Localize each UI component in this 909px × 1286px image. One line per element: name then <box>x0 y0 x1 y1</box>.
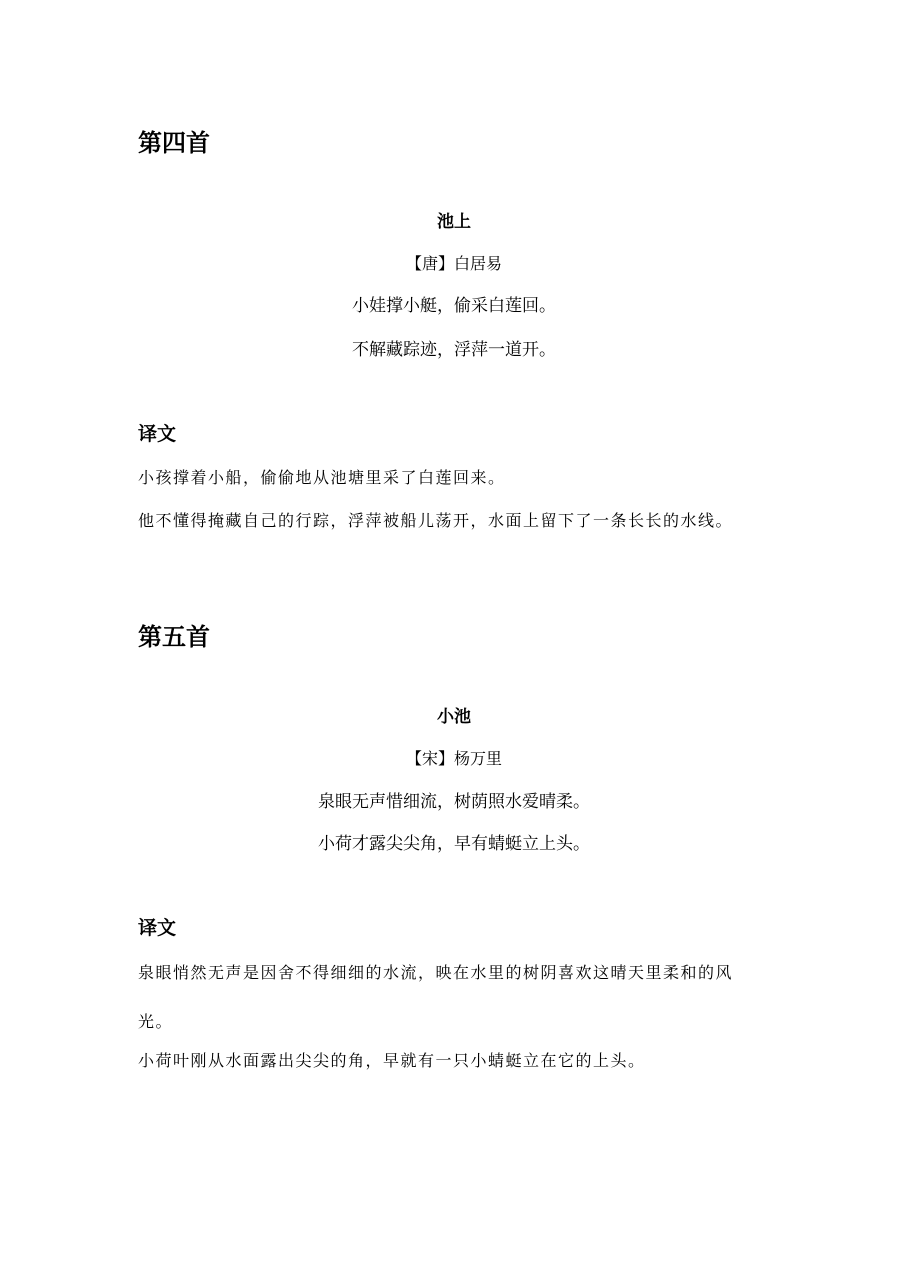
translation-line: 光。 <box>138 1012 174 1031</box>
section-heading: 第四首 <box>138 129 210 157</box>
poem-title: 小池 <box>437 707 471 727</box>
poem-line: 不解藏踪迹，浮萍一道开。 <box>352 340 556 360</box>
section-fifth-poem <box>138 622 788 1082</box>
poem-author: 【宋】杨万里 <box>405 749 502 768</box>
poem-line: 泉眼无声惜细流，树荫照水爱晴柔。 <box>318 792 590 812</box>
translation-line: 小孩撑着小船，偷偷地从池塘里采了白莲回来。 <box>138 468 506 487</box>
translation-line: 他不懂得掩藏自己的行踪，浮萍被船儿荡开，水面上留下了一条长长的水线。 <box>138 511 734 530</box>
translation-heading: 译文 <box>138 917 177 939</box>
translation-line: 小荷叶刚从水面露出尖尖的角，早就有一只小蜻蜓立在它的上头。 <box>138 1051 646 1070</box>
poem-line: 小荷才露尖尖角，早有蜻蜓立上头。 <box>318 834 590 854</box>
poem-title: 池上 <box>437 212 471 232</box>
translation-heading: 译文 <box>138 423 177 445</box>
poem-author: 【唐】白居易 <box>405 254 502 273</box>
translation-line: 泉眼悄然无声是因舍不得细细的水流，映在水里的树阴喜欢这晴天里柔和的风 <box>138 963 734 982</box>
section-fourth-poem <box>138 128 788 548</box>
poem-line: 小娃撑小艇，偷采白莲回。 <box>352 296 556 316</box>
section-heading: 第五首 <box>138 623 210 651</box>
